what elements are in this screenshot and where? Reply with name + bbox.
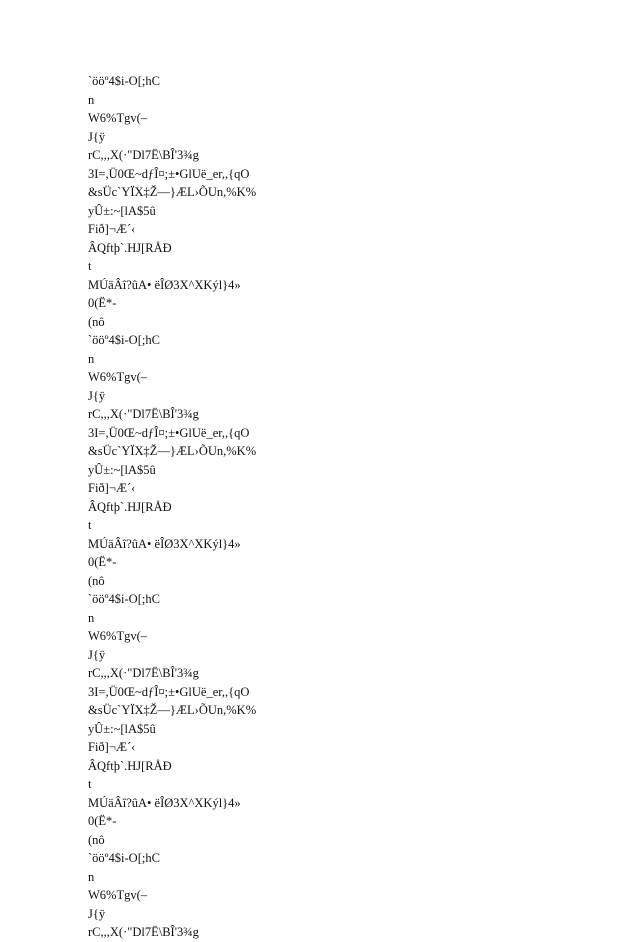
text-line: 0(Ë*-	[88, 814, 117, 828]
text-line: yÛ±:~[lA$5û	[88, 462, 156, 477]
text-line: t	[88, 518, 92, 532]
text-line: `ööº4$i-O[;hC	[88, 592, 160, 606]
text-line: J{ÿ	[88, 647, 106, 662]
text-line: `ööº4$i-O[;hC	[88, 74, 160, 88]
text-line: rC,,,X(·"Dl7Ë\BÎ'3¾g	[88, 148, 199, 162]
text-line: 3I=,Ü0Œ~dƒÎ¤;±•GlUë_er,,{qO	[88, 425, 250, 440]
text-line: ÂQftþ`.HJ[RÅÐ	[88, 499, 172, 514]
text-line: `ööº4$i-O[;hC	[88, 333, 160, 347]
text-line: ÂQftþ`.HJ[RÅÐ	[88, 240, 172, 255]
text-line: n	[88, 351, 95, 366]
text-line: Fið]¬Æ´‹	[88, 481, 136, 495]
text-line: MÚäÂî?ûA• ëÎØ3X^XKýl}4»	[88, 536, 241, 551]
text-line: ÂQftþ`.HJ[RÅÐ	[88, 758, 172, 773]
document-text-block	[88, 72, 256, 942]
text-line: `ööº4$i-O[;hC	[88, 851, 160, 865]
text-line: rC,,,X(·"Dl7Ë\BÎ'3¾g	[88, 925, 199, 939]
text-line: rC,,,X(·"Dl7Ë\BÎ'3¾g	[88, 666, 199, 680]
text-line: W6%Tgv(–	[88, 370, 148, 384]
text-line: t	[88, 259, 92, 273]
text-line: 3I=,Ü0Œ~dƒÎ¤;±•GlUë_er,,{qO	[88, 166, 250, 181]
text-line: (nô	[88, 314, 105, 329]
text-line: &sÜc`YÏX‡Ž—}ÆL›ÕUn,%K%	[88, 703, 257, 717]
text-line: MÚäÂî?ûA• ëÎØ3X^XKýl}4»	[88, 795, 241, 810]
text-line: W6%Tgv(–	[88, 111, 148, 125]
text-line: (nô	[88, 573, 105, 588]
text-line: (nô	[88, 832, 105, 847]
text-line: MÚäÂî?ûA• ëÎØ3X^XKýl}4»	[88, 277, 241, 292]
text-line: n	[88, 610, 95, 625]
text-line: W6%Tgv(–	[88, 888, 148, 902]
text-line: rC,,,X(·"Dl7Ë\BÎ'3¾g	[88, 407, 199, 421]
text-line: W6%Tgv(–	[88, 629, 148, 643]
text-line: yÛ±:~[lA$5û	[88, 721, 156, 736]
text-line: 3I=,Ü0Œ~dƒÎ¤;±•GlUë_er,,{qO	[88, 684, 250, 699]
text-line: J{ÿ	[88, 129, 106, 144]
text-line: t	[88, 777, 92, 791]
text-line: Fið]¬Æ´‹	[88, 740, 136, 754]
text-line: &sÜc`YÏX‡Ž—}ÆL›ÕUn,%K%	[88, 444, 257, 458]
text-line: 0(Ë*-	[88, 555, 117, 569]
text-line: n	[88, 92, 95, 107]
text-line: Fið]¬Æ´‹	[88, 222, 136, 236]
text-line: J{ÿ	[88, 388, 106, 403]
text-line: &sÜc`YÏX‡Ž—}ÆL›ÕUn,%K%	[88, 185, 257, 199]
text-line: 0(Ë*-	[88, 296, 117, 310]
text-line: yÛ±:~[lA$5û	[88, 203, 156, 218]
text-line: n	[88, 869, 95, 884]
text-line: J{ÿ	[88, 906, 106, 921]
